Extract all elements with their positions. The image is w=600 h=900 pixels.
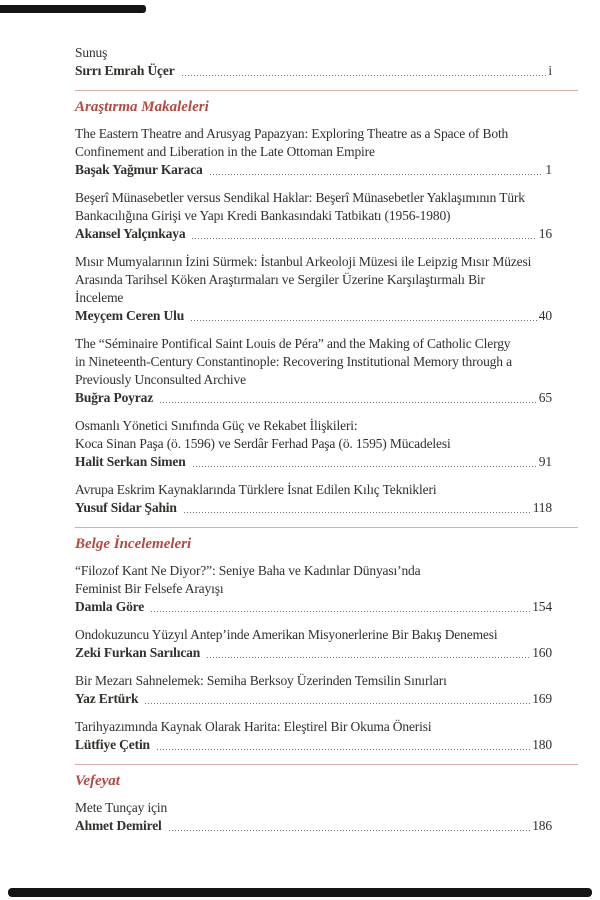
author-row xyxy=(75,453,552,471)
toc-entry xyxy=(75,626,552,662)
entry-title-line: İnceleme xyxy=(75,290,124,305)
entry-author: Sırrı Emrah Üçer xyxy=(75,63,175,78)
entry-title-line: Bir Mezarı Sahnelemek: Semiha Berksoy Üzerinden Temsilin Sınırları xyxy=(75,673,447,688)
author-row xyxy=(75,690,552,708)
entry-author: Yusuf Sidar Şahin xyxy=(75,500,177,515)
section-rule xyxy=(75,90,578,91)
entry-title-line: Osmanlı Yönetici Sınıfında Güç ve Rekabet İlişkileri: xyxy=(75,418,358,433)
entry-author: Buğra Poyraz xyxy=(75,390,154,405)
entry-page-number: 1 xyxy=(545,162,552,177)
entry-title-line: Feminist Bir Felsefe Arayışı xyxy=(75,581,224,596)
entry-author: Halit Serkan Simen xyxy=(75,454,186,469)
author-row xyxy=(75,62,552,80)
entry-author: Başak Yağmur Karaca xyxy=(75,162,203,177)
toc-entry xyxy=(75,253,552,325)
dotted-leader xyxy=(160,402,537,403)
entry-title-line: The Eastern Theatre and Arusyag Papazyan: Exploring Theatre as a Space of Both xyxy=(75,126,509,141)
entry-author: Ahmet Demirel xyxy=(75,818,162,833)
author-row xyxy=(75,598,552,616)
entry-page-number: 154 xyxy=(532,599,552,614)
dotted-leader xyxy=(191,320,537,321)
author-row xyxy=(75,499,552,517)
author-row xyxy=(75,644,552,662)
entry-page-number: 180 xyxy=(532,737,552,752)
entry-title-line: “Filozof Kant Ne Diyor?”: Seniye Baha ve Kadınlar Dünyası’nda xyxy=(75,563,421,578)
toc-entry xyxy=(75,335,552,407)
bottom-edge-bar xyxy=(8,888,592,897)
dotted-leader xyxy=(182,75,547,76)
toc-entry-front xyxy=(75,44,552,80)
entry-title-line: Ondokuzuncu Yüzyıl Antep’inde Amerikan Misyonerlerine Bir Bakış Denemesi xyxy=(75,627,498,642)
section-rule xyxy=(75,527,578,528)
section-heading-belge-incelemeleri: Belge İncelemeleri xyxy=(75,536,192,552)
toc-entry xyxy=(75,125,552,179)
toc-entry xyxy=(75,189,552,243)
entry-page-number: 169 xyxy=(532,691,552,706)
entry-title-line: Previously Unconsulted Archive xyxy=(75,372,246,387)
entry-page-number: 65 xyxy=(538,390,552,405)
author-row xyxy=(75,817,552,835)
entry-page-number: 91 xyxy=(538,454,552,469)
toc-content xyxy=(75,44,552,845)
toc-entry xyxy=(75,799,552,835)
toc-entry xyxy=(75,417,552,471)
dotted-leader xyxy=(192,238,536,239)
entry-page-number: 186 xyxy=(532,818,552,833)
author-row xyxy=(75,225,552,243)
entry-author: Yaz Ertürk xyxy=(75,691,139,706)
entry-author: Akansel Yalçınkaya xyxy=(75,226,186,241)
entry-title-line: Arasında Tarihsel Köken Araştırmaları ve Sergiler Üzerine Karşılaştırmalı Bir xyxy=(75,272,485,287)
entry-title-line: Confinement and Liberation in the Late Ottoman Empire xyxy=(75,144,375,159)
author-row xyxy=(75,307,552,325)
dotted-leader xyxy=(184,512,531,513)
top-edge-bar xyxy=(0,5,146,13)
entry-title-line: Tarihyazımında Kaynak Olarak Harita: Eleştirel Bir Okuma Önerisi xyxy=(75,719,432,734)
author-row xyxy=(75,389,552,407)
section-heading-arastirma-makaleleri: Araştırma Makaleleri xyxy=(75,99,209,115)
dotted-leader xyxy=(151,611,530,612)
entry-title-line: Koca Sinan Paşa (ö. 1596) ve Serdâr Ferhad Paşa (ö. 1595) Mücadelesi xyxy=(75,436,451,451)
entry-title-line: Bankacılığına Girişi ve Yapı Kredi Bankasındaki Tatbikatı (1956-1980) xyxy=(75,208,451,223)
entry-author: Lütfiye Çetin xyxy=(75,737,150,752)
entry-title-line: Mısır Mumyalarının İzini Sürmek: İstanbul Arkeoloji Müzesi ile Leipzig Mısır Müzesi xyxy=(75,254,532,269)
entry-title-line: The “Séminaire Pontifical Saint Louis de Péra” and the Making of Catholic Clergy xyxy=(75,336,511,351)
toc-entry xyxy=(75,672,552,708)
section-rule xyxy=(75,764,578,765)
entry-page-number: i xyxy=(548,63,552,78)
entry-title-line: Beşerî Münasebetler versus Sendikal Haklar: Beşerî Münasebetler Yaklaşımının Türk xyxy=(75,190,525,205)
dotted-leader xyxy=(157,749,530,750)
toc-entry xyxy=(75,481,552,517)
dotted-leader xyxy=(193,466,537,467)
dotted-leader xyxy=(145,703,530,704)
entry-title-line: Avrupa Eskrim Kaynaklarında Türklere İsnat Edilen Kılıç Teknikleri xyxy=(75,482,437,497)
dotted-leader xyxy=(207,657,530,658)
entry-page-number: 118 xyxy=(532,500,552,515)
entry-page-number: 160 xyxy=(532,645,552,660)
author-row xyxy=(75,736,552,754)
dotted-leader xyxy=(210,174,544,175)
entry-title-line: in Nineteenth-Century Constantinople: Recovering Institutional Memory through a xyxy=(75,354,512,369)
toc-entry xyxy=(75,562,552,616)
entry-author: Zeki Furkan Sarılıcan xyxy=(75,645,201,660)
dotted-leader xyxy=(169,830,531,831)
author-row xyxy=(75,161,552,179)
toc-entry xyxy=(75,718,552,754)
section-heading-vefeyat: Vefeyat xyxy=(75,773,120,789)
entry-title-line: Sunuş xyxy=(75,45,108,60)
entry-page-number: 16 xyxy=(538,226,552,241)
entry-author: Damla Göre xyxy=(75,599,145,614)
entry-page-number: 40 xyxy=(538,308,552,323)
entry-title-line: Mete Tunçay için xyxy=(75,800,168,815)
entry-author: Meyçem Ceren Ulu xyxy=(75,308,185,323)
